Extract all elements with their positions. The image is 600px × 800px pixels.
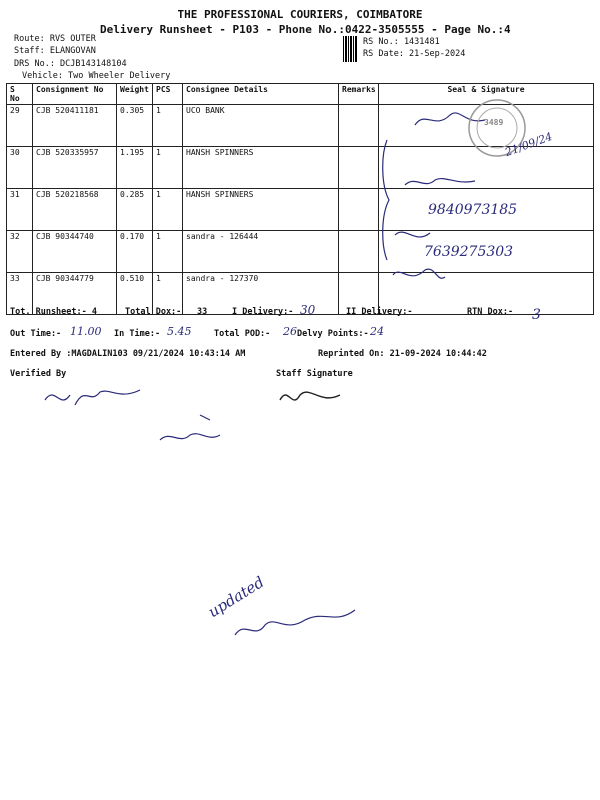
col-header-weight: Weight — [117, 84, 153, 105]
verified-signature — [30, 380, 350, 460]
cell-weight: 1.195 — [117, 147, 153, 189]
cell-pcs: 1 — [153, 147, 183, 189]
cell-pcs: 1 — [153, 105, 183, 147]
cell-pcs: 1 — [153, 189, 183, 231]
verified-by-label: Verified By — [10, 369, 67, 379]
cell-consignee: sandra - 127370 — [183, 273, 339, 315]
tot-runsheet: Tot. Runsheet:- 4 — [10, 307, 97, 317]
handwritten-phone-1: 9840973185 — [428, 202, 518, 218]
staff-label: Staff: ELANGOVAN — [14, 46, 96, 56]
updated-note: updated — [204, 572, 268, 622]
i-delivery-label: I Delivery:- — [232, 307, 294, 317]
in-time-label: In Time:- — [114, 329, 161, 339]
cell-consignee: HANSH SPINNERS — [183, 147, 339, 189]
cell-remarks — [339, 189, 379, 231]
out-time-value: 11.00 — [70, 325, 102, 338]
cell-consignment: CJB 90344740 — [33, 231, 117, 273]
rs-no-label: RS No.: 1431481 — [363, 37, 440, 47]
cell-sno: 30 — [7, 147, 33, 189]
rtn-dox-value: 3 — [532, 307, 541, 323]
i-delivery-value: 30 — [300, 303, 316, 317]
rtn-dox-label: RTN Dox:- — [467, 307, 514, 317]
handwritten-phone-2: 7639275303 — [424, 244, 514, 260]
total-dox-label: Total Dox:- — [125, 307, 182, 317]
cell-weight: 0.305 — [117, 105, 153, 147]
delvy-points-label: Delvy Points:- — [297, 329, 369, 339]
barcode-icon — [343, 36, 358, 62]
cell-sno: 31 — [7, 189, 33, 231]
cell-remarks — [339, 147, 379, 189]
delvy-points-value: 24 — [370, 325, 384, 338]
drs-label: DRS No.: DCJB143148104 — [14, 59, 127, 69]
cell-weight: 0.170 — [117, 231, 153, 273]
handwritten-date: 21/09/24 — [503, 129, 555, 160]
col-header-consignment: Consignment No — [33, 84, 117, 105]
ii-delivery-label: II Delivery:- — [346, 307, 413, 317]
seal-stamp: 3489 — [484, 118, 504, 127]
total-pod-label: Total POD:- — [214, 329, 271, 339]
cell-consignment: CJB 520335957 — [33, 147, 117, 189]
vehicle-label: Vehicle: Two Wheeler Delivery — [22, 71, 171, 81]
cell-consignee: sandra - 126444 — [183, 231, 339, 273]
out-time-label: Out Time:- — [10, 329, 62, 339]
runsheet-title: Delivery Runsheet - P103 - Phone No.:0422-3505555 - Page No.:4 — [100, 23, 511, 36]
cell-consignee: HANSH SPINNERS — [183, 189, 339, 231]
col-header-pcs: PCS — [153, 84, 183, 105]
cell-consignment: CJB 520218568 — [33, 189, 117, 231]
entered-by: Entered By :MAGDALIN103 09/21/2024 10:43:14 AM — [10, 349, 246, 359]
cell-pcs: 1 — [153, 273, 183, 315]
cell-consignment: CJB 90344779 — [33, 273, 117, 315]
cell-remarks — [339, 231, 379, 273]
company-title: THE PROFESSIONAL COURIERS, COIMBATORE — [177, 8, 423, 21]
reprinted-on: Reprinted On: 21-09-2024 10:44:42 — [318, 349, 487, 359]
col-header-remarks: Remarks — [339, 84, 379, 105]
cell-consignment: CJB 520411181 — [33, 105, 117, 147]
col-header-seal: Seal & Signature — [379, 84, 594, 105]
cell-sno: 33 — [7, 273, 33, 315]
cell-weight: 0.510 — [117, 273, 153, 315]
col-header-consignee: Consignee Details — [183, 84, 339, 105]
cell-weight: 0.285 — [117, 189, 153, 231]
cell-remarks — [339, 105, 379, 147]
total-dox-value: 33 — [197, 307, 208, 317]
total-pod-value: 26 — [283, 325, 297, 338]
route-label: Route: RVS OUTER — [14, 34, 96, 44]
cell-consignee: UCO BANK — [183, 105, 339, 147]
rs-date-label: RS Date: 21-Sep-2024 — [363, 49, 466, 59]
cell-pcs: 1 — [153, 231, 183, 273]
col-header-sno: S No — [7, 84, 33, 105]
cell-sno: 32 — [7, 231, 33, 273]
staff-signature-label: Staff Signature — [276, 369, 353, 379]
cell-sno: 29 — [7, 105, 33, 147]
in-time-value: 5.45 — [167, 325, 192, 338]
